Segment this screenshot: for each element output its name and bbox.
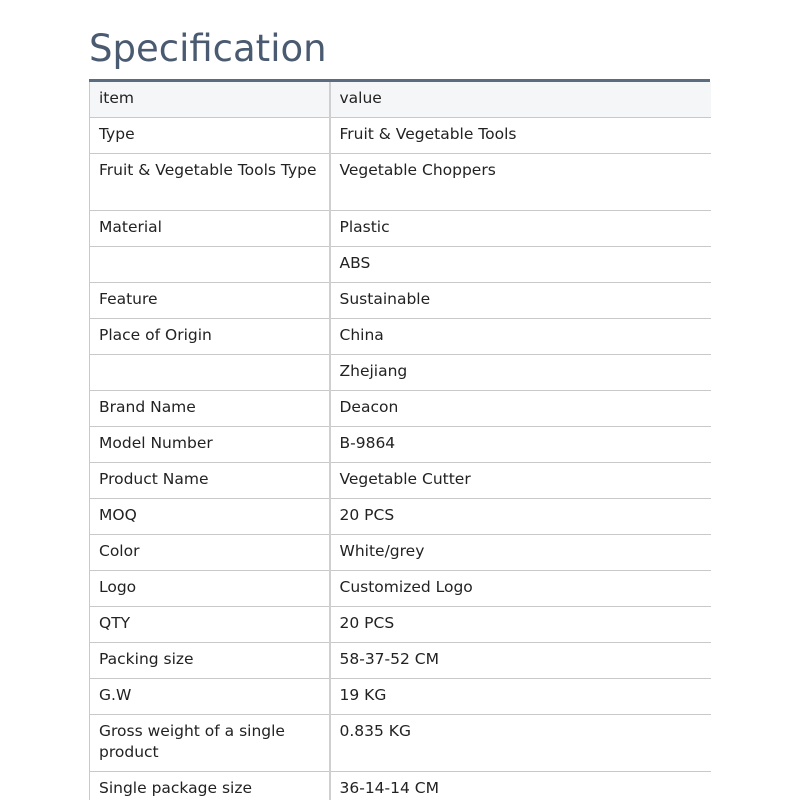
table-row — [90, 319, 711, 355]
table-row — [90, 355, 711, 391]
table-row — [90, 643, 711, 679]
header-value-cell: value — [330, 82, 711, 118]
value-cell: Vegetable Choppers — [330, 154, 711, 211]
item-cell: Packing size — [90, 643, 330, 679]
item-cell: Fruit & Vegetable Tools Type — [90, 154, 330, 211]
value-cell: Zhejiang — [330, 355, 711, 391]
item-cell: Single package size — [90, 772, 330, 800]
table-row — [90, 211, 711, 247]
item-cell: MOQ — [90, 499, 330, 535]
value-cell: 58-37-52 CM — [330, 643, 711, 679]
specification-table — [89, 82, 711, 800]
item-cell: Feature — [90, 283, 330, 319]
value-cell: Deacon — [330, 391, 711, 427]
item-cell: Type — [90, 118, 330, 154]
value-cell: Customized Logo — [330, 571, 711, 607]
table-row — [90, 154, 711, 211]
item-cell: Gross weight of a single product — [90, 715, 330, 772]
table-row — [90, 118, 711, 154]
table-row — [90, 499, 711, 535]
value-cell: Plastic — [330, 211, 711, 247]
item-cell — [90, 355, 330, 391]
value-cell: 20 PCS — [330, 499, 711, 535]
value-cell: 0.835 KG — [330, 715, 711, 772]
table-row — [90, 607, 711, 643]
item-cell: QTY — [90, 607, 330, 643]
item-cell: Place of Origin — [90, 319, 330, 355]
item-cell: Material — [90, 211, 330, 247]
value-cell: Vegetable Cutter — [330, 463, 711, 499]
page-title: Specification — [89, 27, 327, 70]
item-cell: Model Number — [90, 427, 330, 463]
table-row — [90, 571, 711, 607]
value-cell: ABS — [330, 247, 711, 283]
value-cell: Fruit & Vegetable Tools — [330, 118, 711, 154]
value-cell: China — [330, 319, 711, 355]
table-row — [90, 463, 711, 499]
header-item-cell: item — [90, 82, 330, 118]
value-cell: 36-14-14 CM — [330, 772, 711, 800]
table-row — [90, 391, 711, 427]
table-row — [90, 247, 711, 283]
value-cell: Sustainable — [330, 283, 711, 319]
item-cell: Brand Name — [90, 391, 330, 427]
table-row — [90, 535, 711, 571]
table-row — [90, 772, 711, 800]
table-row — [90, 679, 711, 715]
table-row — [90, 715, 711, 772]
value-cell: 20 PCS — [330, 607, 711, 643]
item-cell: Logo — [90, 571, 330, 607]
table-header-row — [90, 82, 711, 118]
item-cell — [90, 247, 330, 283]
item-cell: Product Name — [90, 463, 330, 499]
value-cell: B-9864 — [330, 427, 711, 463]
table-row — [90, 283, 711, 319]
table-row — [90, 427, 711, 463]
value-cell: 19 KG — [330, 679, 711, 715]
item-cell: Color — [90, 535, 330, 571]
value-cell: White/grey — [330, 535, 711, 571]
item-cell: G.W — [90, 679, 330, 715]
